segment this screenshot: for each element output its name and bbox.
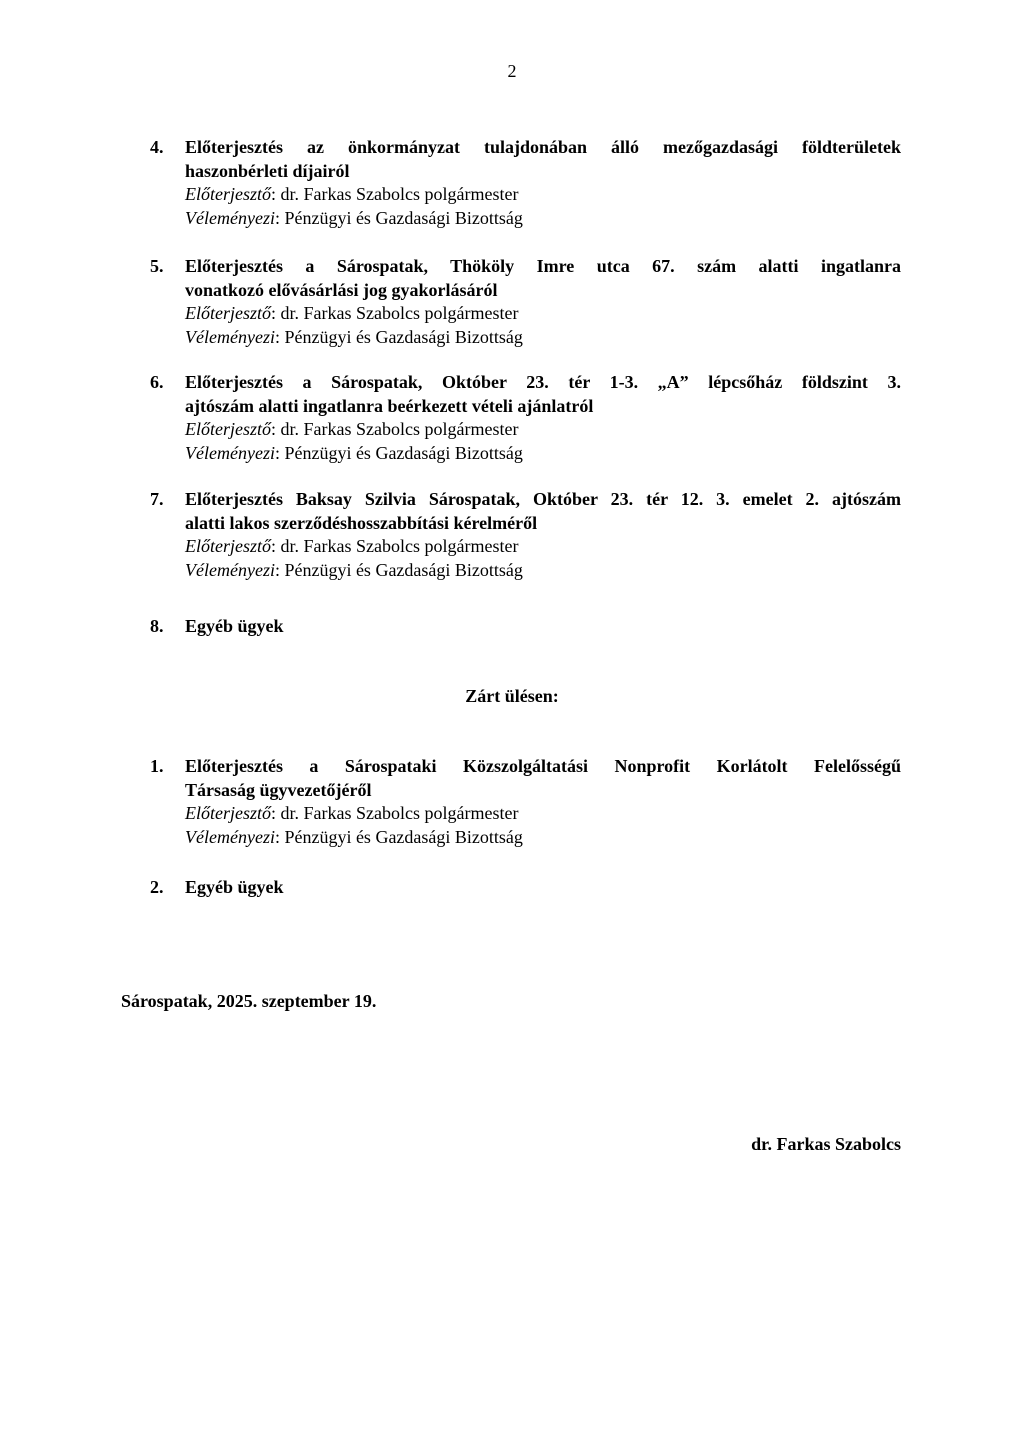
item-body [185,488,901,582]
item-title-line1: Előterjesztés a Sárospatak, Október 23. tér 1-3. „A” lépcsőház földszint 3. [185,372,901,392]
item-number: 1. [150,756,164,776]
presenter-line [185,302,901,326]
item-number: 8. [150,616,164,636]
presenter-line [185,802,901,826]
reviewer-value: : Pénzügyi és Gazdasági Bizottság [274,559,523,580]
reviewer-line [185,442,901,466]
presenter-label: Előterjesztő [185,419,271,439]
presenter-line [185,535,901,559]
item-number: 5. [150,256,164,276]
reviewer-value: : Pénzügyi és Gazdasági Bizottság [274,207,523,228]
agenda-content [121,136,901,1157]
agenda-item-6 [150,371,901,465]
presenter-label: Előterjesztő [185,184,271,204]
reviewer-label: Véleményezi [185,559,275,580]
item-title-line1: Előterjesztés az önkormányzat tulajdonában álló mezőgazdasági földterületek [185,137,901,157]
item-number: 7. [150,489,164,509]
presenter-label: Előterjesztő [185,536,271,556]
presenter-label: Előterjesztő [185,803,271,823]
item-title-line2: ajtószám alatti ingatlanra beérkezett vételi ajánlatról [185,395,594,416]
item-title-line2: haszonbérleti díjairól [185,160,350,181]
reviewer-value: : Pénzügyi és Gazdasági Bizottság [274,326,523,347]
reviewer-line [185,559,901,583]
page-number: 2 [507,61,517,81]
item-body [185,136,901,230]
item-number: 6. [150,372,164,392]
agenda-item-7 [150,488,901,582]
reviewer-line [185,207,901,231]
presenter-label: Előterjesztő [185,303,271,323]
item-body [185,876,901,900]
item-title: Egyéb ügyek [185,616,284,636]
signature-name: dr. Farkas Szabolcs [751,1134,901,1154]
item-title-line1: Előterjesztés a Sárospataki Közszolgáltatási Nonprofit Korlátolt Felelősségű [185,756,901,776]
reviewer-value: : Pénzügyi és Gazdasági Bizottság [274,442,523,463]
item-body [185,371,901,465]
item-title-line2: alatti lakos szerződéshosszabbítási kérelméről [185,512,538,533]
item-title-line1: Előterjesztés a Sárospatak, Thököly Imre utca 67. szám alatti ingatlanra [185,256,901,276]
reviewer-value: : Pénzügyi és Gazdasági Bizottság [274,826,523,847]
reviewer-label: Véleményezi [185,207,275,228]
agenda-item-5 [150,255,901,349]
item-title: Egyéb ügyek [185,877,284,897]
item-body [185,615,901,639]
agenda-item-8 [150,615,901,639]
closed-agenda-item-2 [150,876,901,900]
date-line: Sárospatak, 2025. szeptember 19. [121,990,377,1011]
reviewer-line [185,326,901,350]
presenter-line [185,183,901,207]
presenter-value: : dr. Farkas Szabolcs polgármester [271,803,519,823]
item-title-line2: Társaság ügyvezetőjéről [185,779,372,800]
closed-agenda-item-1 [150,755,901,849]
reviewer-line [185,826,901,850]
item-number: 2. [150,877,164,897]
presenter-value: : dr. Farkas Szabolcs polgármester [271,184,519,204]
item-body [185,755,901,849]
closed-session-heading: Zárt ülésen: [465,685,559,706]
item-body [185,255,901,349]
reviewer-label: Véleményezi [185,442,275,463]
reviewer-label: Véleményezi [185,326,275,347]
presenter-value: : dr. Farkas Szabolcs polgármester [271,536,519,556]
agenda-item-4 [150,136,901,230]
presenter-line [185,418,901,442]
item-number: 4. [150,137,164,157]
item-title-line1: Előterjesztés Baksay Szilvia Sárospatak, Október 23. tér 12. 3. emelet 2. ajtószám [185,489,901,509]
presenter-value: : dr. Farkas Szabolcs polgármester [271,419,519,439]
item-title-line2: vonatkozó elővásárlási jog gyakorlásáról [185,279,498,300]
presenter-value: : dr. Farkas Szabolcs polgármester [271,303,519,323]
reviewer-label: Véleményezi [185,826,275,847]
